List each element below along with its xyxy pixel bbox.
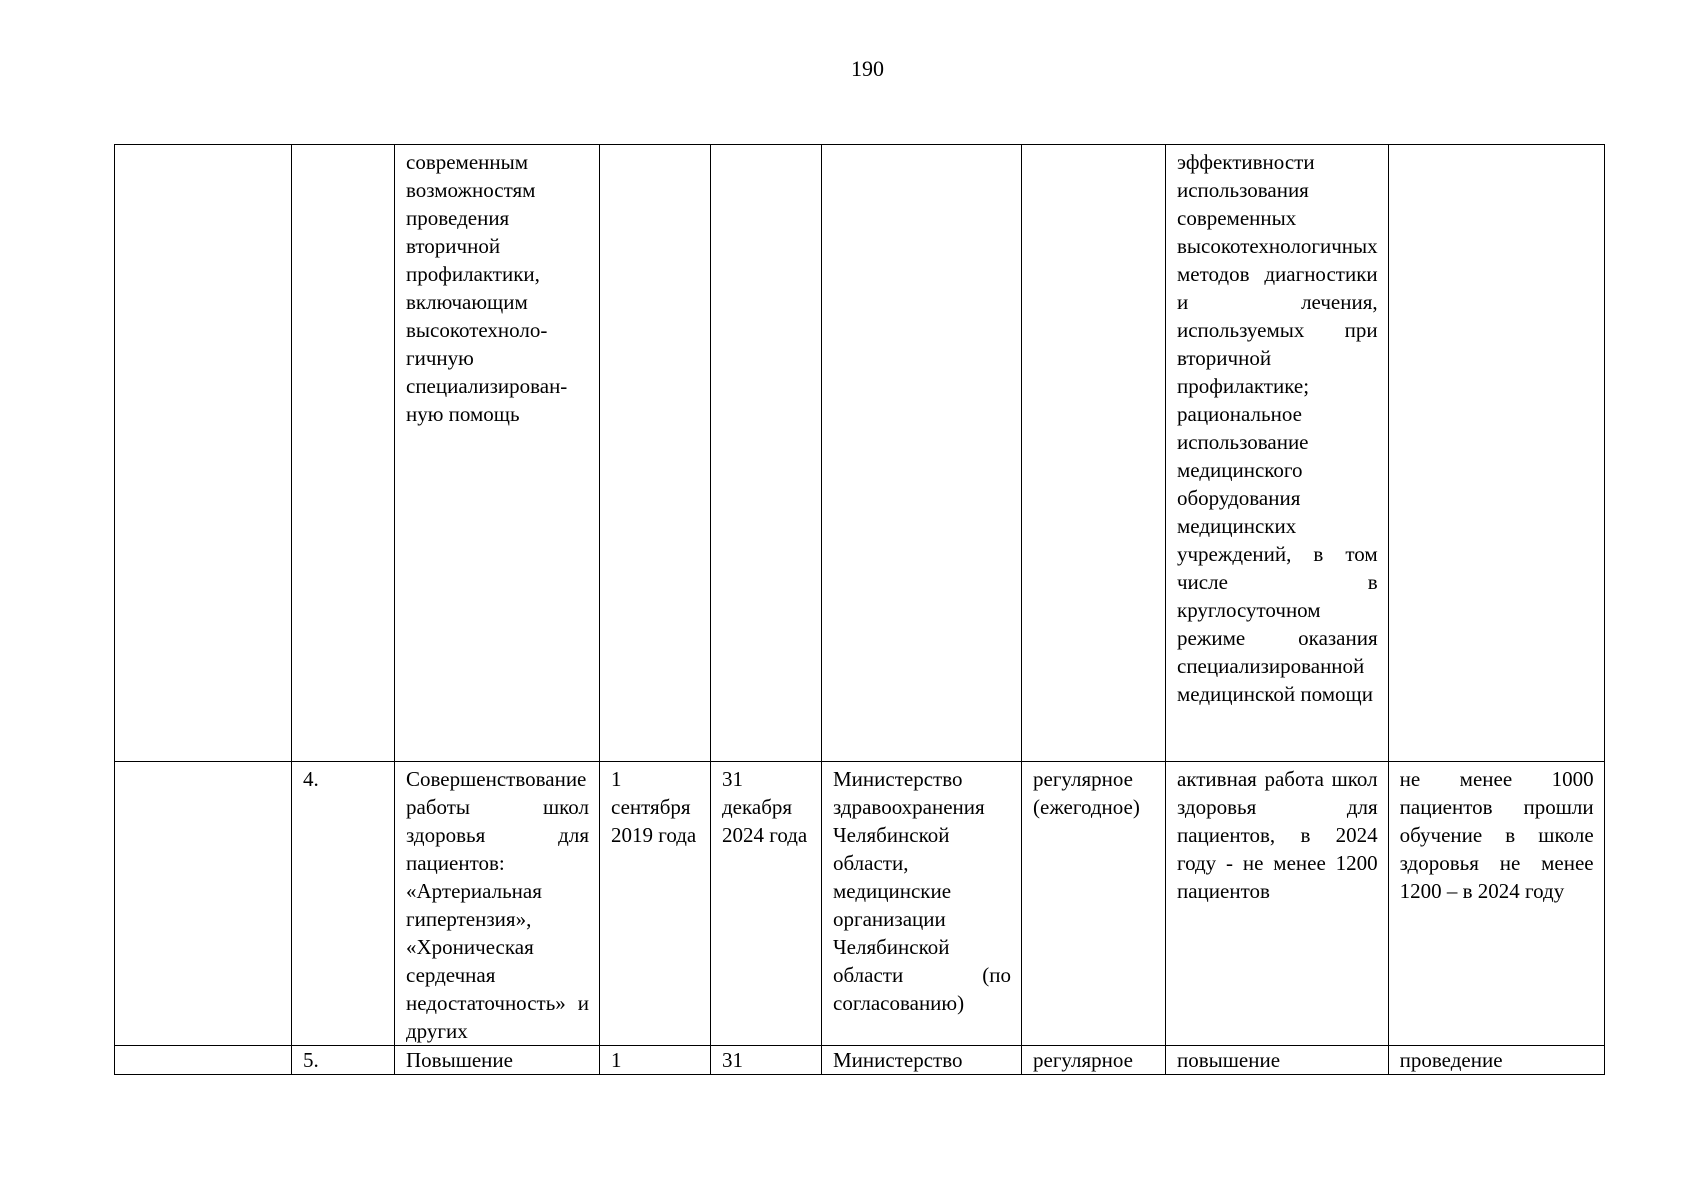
cell-responsible: [822, 145, 1022, 762]
cell-group: [115, 762, 292, 1046]
cell-frequency: [1022, 145, 1166, 762]
cell-start-date: 1 сентября 2019 года: [600, 762, 711, 1046]
cell-result: эффективности использования современных высокотехнологичных методов диагностики и лечения, используемых при вторичной профилактике; рациональное использование медицинского оборудования медицинских учреждений, в том числе в круглосуточном режиме оказания специализированной медицинской помощи: [1166, 145, 1389, 762]
cell-result: активная работа школ здоровья для пациентов, в 2024 году - не менее 1200 пациентов: [1166, 762, 1389, 1046]
cell-event: Совершенствование работы школ здоровья для пациентов: «Артериальная гипертензия», «Хроническая сердечная недостаточность» и других: [395, 762, 600, 1046]
cell-result: повышение: [1166, 1046, 1389, 1075]
table-row-continued: [115, 145, 1605, 762]
cell-indicator: проведение: [1388, 1046, 1604, 1075]
cell-end-date: 31 декабря 2024 года: [711, 762, 822, 1046]
cell-frequency: регулярное: [1022, 1046, 1166, 1075]
cell-number: 4.: [292, 762, 395, 1046]
measures-table: [114, 144, 1605, 1075]
cell-group: [115, 1046, 292, 1075]
cell-end-date: [711, 145, 822, 762]
table-row-4: [115, 762, 1605, 1046]
cell-indicator: [1388, 145, 1604, 762]
cell-group: [115, 145, 292, 762]
cell-event: современным возможностям проведения вторичной профилактики, включающим высокотехноло- гичную специализирован- ную помощь: [395, 145, 600, 762]
cell-start-date: 1: [600, 1046, 711, 1075]
cell-frequency: регулярное (ежегодное): [1022, 762, 1166, 1046]
cell-responsible: Министерство: [822, 1046, 1022, 1075]
cell-end-date: 31: [711, 1046, 822, 1075]
table-row-5: [115, 1046, 1605, 1075]
cell-responsible: Министерство здравоохранения Челябинской области, медицинские организации Челябинской области (по согласованию): [822, 762, 1022, 1046]
page-number: 190: [851, 56, 884, 81]
cell-start-date: [600, 145, 711, 762]
cell-event: Повышение: [395, 1046, 600, 1075]
cell-number: [292, 145, 395, 762]
cell-indicator: не менее 1000 пациентов прошли обучение в школе здоровья не менее 1200 – в 2024 году: [1388, 762, 1604, 1046]
cell-number: 5.: [292, 1046, 395, 1075]
